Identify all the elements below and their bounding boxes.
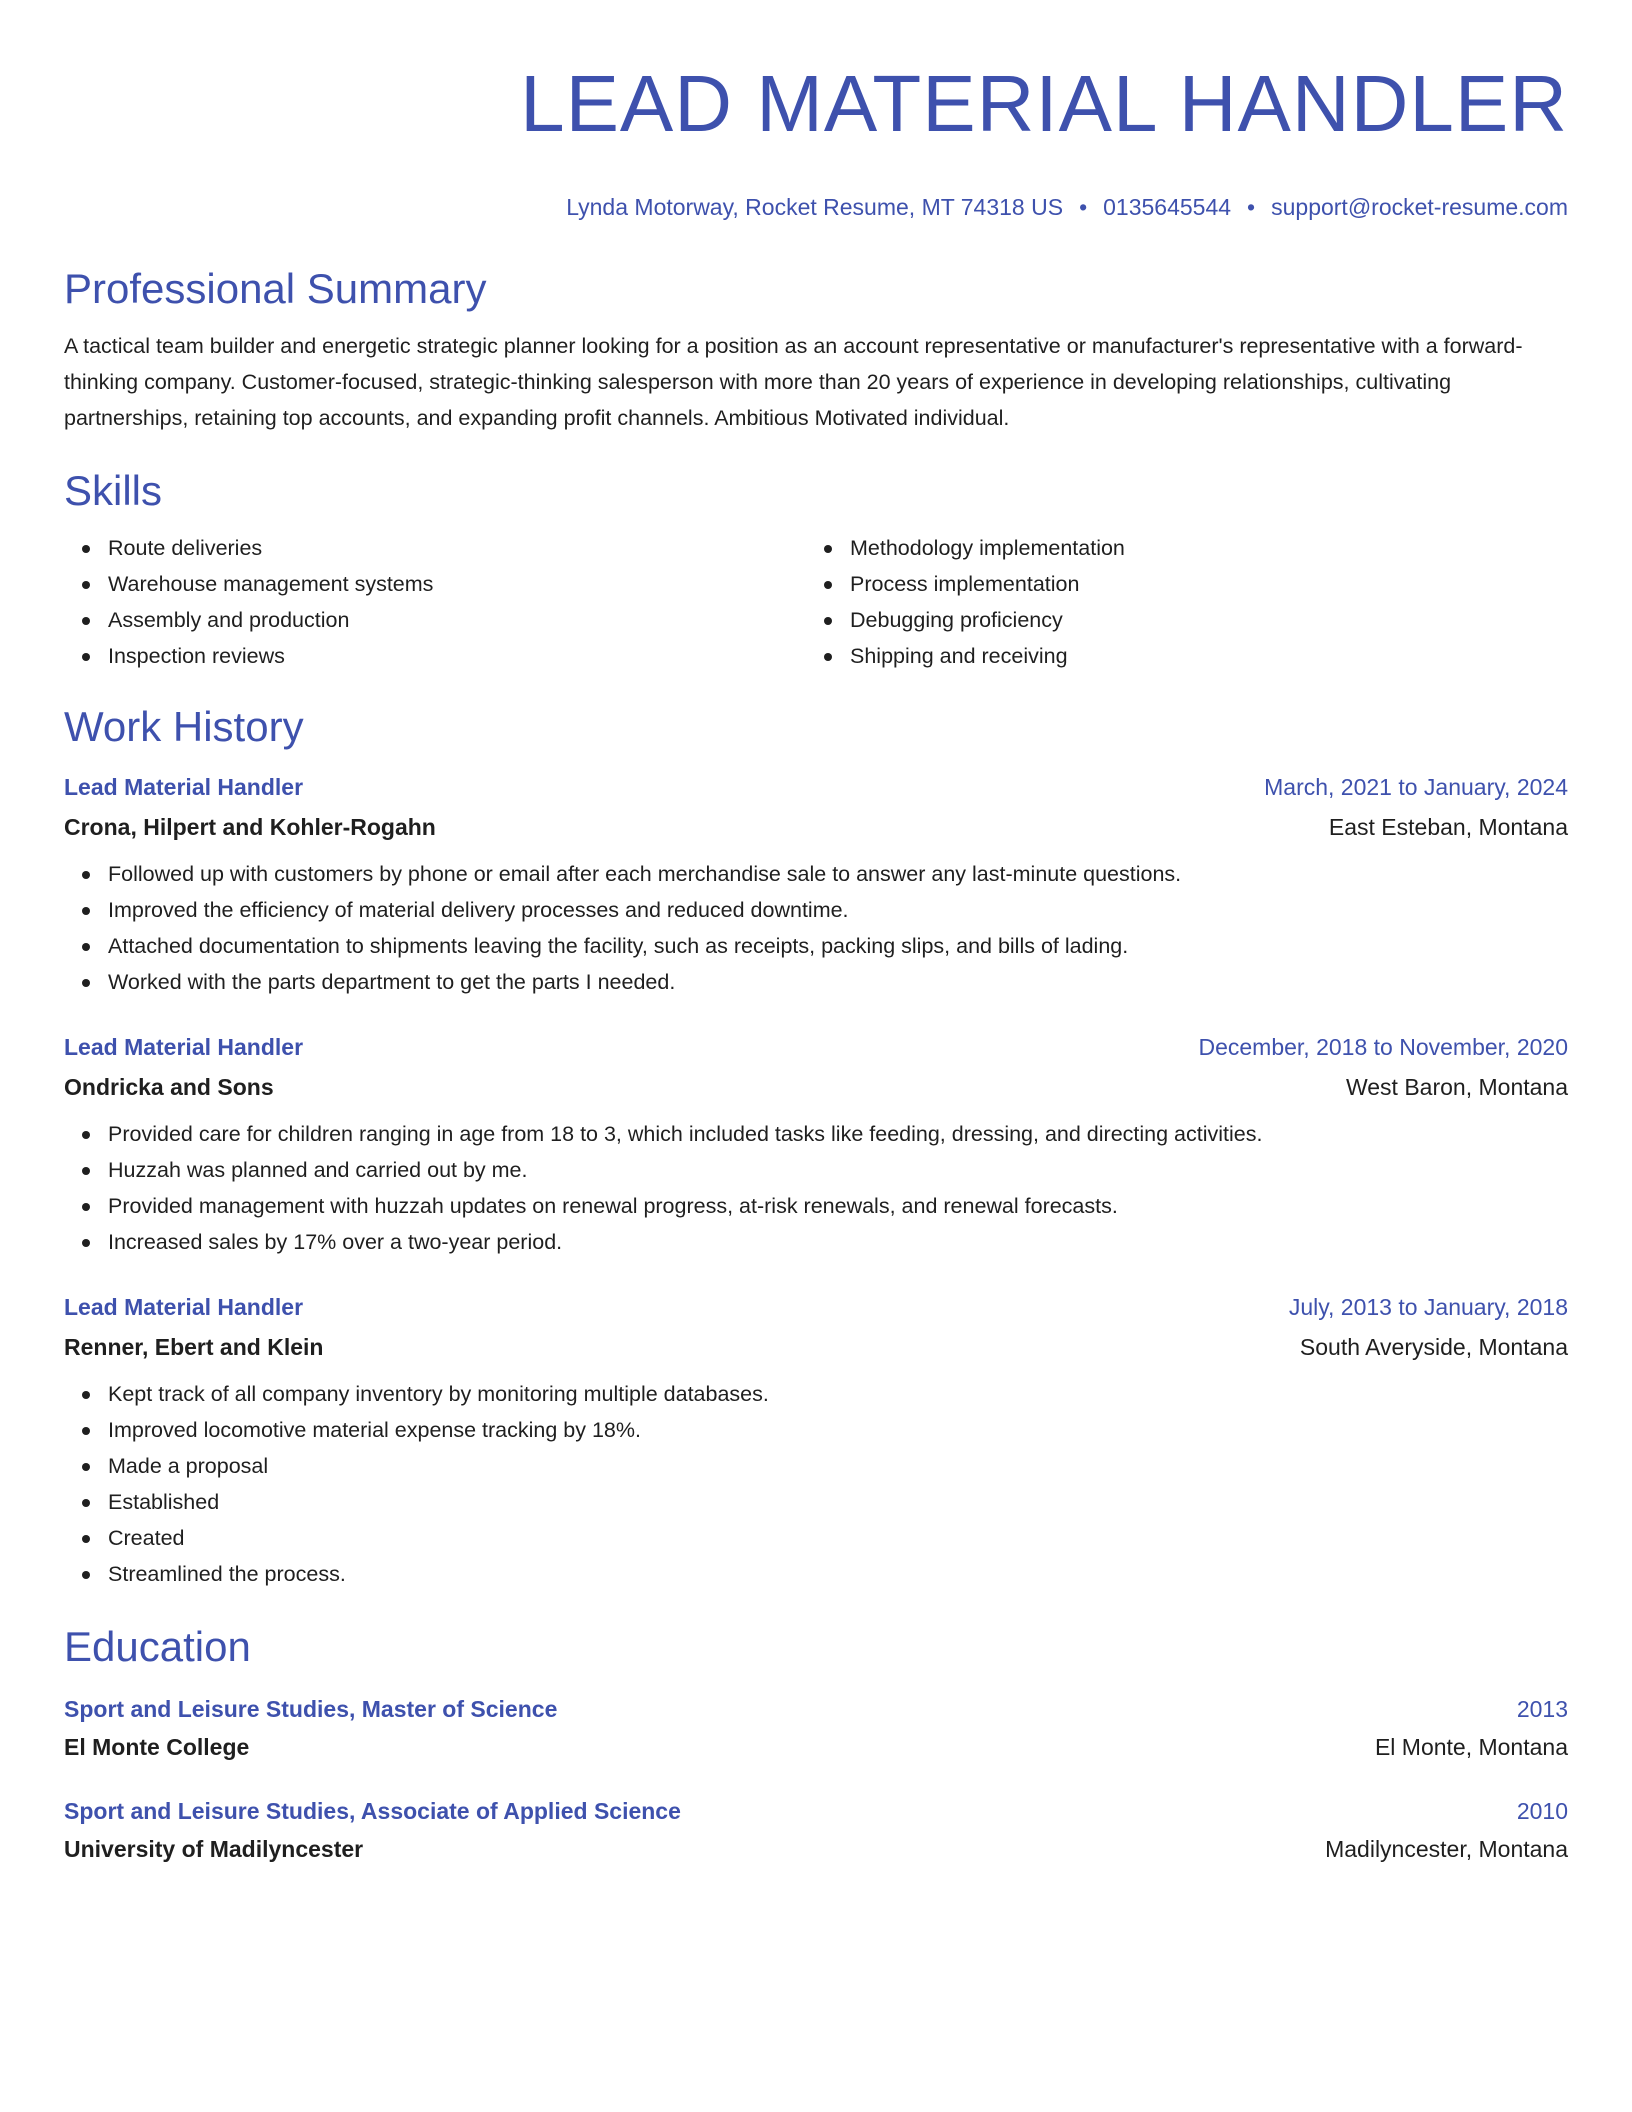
job-company: Crona, Hilpert and Kohler-Rogahn [64,814,436,840]
school-location: El Monte, Montana [1374,1734,1568,1760]
list-item: Provided management with huzzah updates on renewal progress, at-risk renewals, and renewal forecasts. [108,1188,1568,1224]
job-company: Ondricka and Sons [64,1074,274,1100]
job-bullets [64,1116,1568,1260]
list-item: Made a proposal [108,1448,1568,1484]
skill-item: Inspection reviews [108,638,806,674]
job-dates: March, 2021 to January, 2024 [1264,774,1568,800]
list-item: Huzzah was planned and carried out by me. [108,1152,1568,1188]
job-dates: December, 2018 to November, 2020 [1198,1034,1568,1060]
list-item: Worked with the parts department to get the parts I needed. [108,964,1568,1000]
job-role: Lead Material Handler [64,1294,304,1320]
skills-column-left [64,530,806,674]
list-item: Attached documentation to shipments leaving the facility, such as receipts, packing slips, and bills of lading. [108,928,1568,964]
education-entry [64,1796,1568,1864]
job-role: Lead Material Handler [64,774,304,800]
skills-heading: Skills [64,467,163,514]
skill-item: Assembly and production [108,602,806,638]
contact-line [64,192,1568,222]
school-name: University of Madilyncester [64,1836,364,1862]
address: Lynda Motorway, Rocket Resume, MT 74318 US [566,194,1064,220]
summary-heading: Professional Summary [64,265,487,312]
skill-item: Route deliveries [108,530,806,566]
list-item: Improved the efficiency of material delivery processes and reduced downtime. [108,892,1568,928]
job-location: West Baron, Montana [1345,1074,1568,1100]
list-item: Established [108,1484,1568,1520]
skill-item: Process implementation [850,566,1548,602]
separator-dot: • [1079,194,1088,220]
skills-column-right [806,530,1548,674]
list-item: Followed up with customers by phone or email after each merchandise sale to answer any last-minute questions. [108,856,1568,892]
school-location: Madilyncester, Montana [1325,1836,1568,1862]
graduation-year: 2010 [1516,1798,1568,1824]
list-item: Kept track of all company inventory by monitoring multiple databases. [108,1376,1568,1412]
job-entry [64,772,1568,1000]
list-item: Improved locomotive material expense tracking by 18%. [108,1412,1568,1448]
education-heading: Education [64,1623,251,1670]
skill-item: Debugging proficiency [850,602,1548,638]
email-link[interactable]: support@rocket-resume.com [1271,194,1568,220]
degree: Sport and Leisure Studies, Associate of Applied Science [64,1798,681,1824]
job-location: South Averyside, Montana [1299,1334,1568,1360]
list-item: Provided care for children ranging in age from 18 to 3, which included tasks like feeding, dressing, and directing activities. [108,1116,1568,1152]
job-location: East Esteban, Montana [1328,814,1568,840]
education-entry [64,1694,1568,1762]
candidate-name: LEAD MATERIAL HANDLER [520,59,1568,148]
degree: Sport and Leisure Studies, Master of Science [64,1696,558,1722]
phone: 0135645544 [1103,194,1232,220]
list-item: Created [108,1520,1568,1556]
job-entry [64,1292,1568,1592]
school-name: El Monte College [64,1734,250,1760]
list-item: Streamlined the process. [108,1556,1568,1592]
separator-dot: • [1247,194,1256,220]
job-entry [64,1032,1568,1260]
resume-page [64,56,1568,1864]
skill-item: Shipping and receiving [850,638,1548,674]
job-role: Lead Material Handler [64,1034,304,1060]
skills-list [64,530,1568,674]
job-bullets [64,856,1568,1000]
work-history-heading: Work History [64,703,304,750]
job-company: Renner, Ebert and Klein [64,1334,324,1360]
summary-text: A tactical team builder and energetic strategic planner looking for a position as an account representative or manufacturer's representative with a forward-thinking company. Customer-focused, strategic-thinking salesperson with more than 20 years of experience in developing relationships, cultivating partnerships, retaining top accounts, and expanding profit channels. Ambitious Motivated individual. [64,334,1523,430]
list-item: Increased sales by 17% over a two-year period. [108,1224,1568,1260]
graduation-year: 2013 [1516,1696,1568,1722]
job-dates: July, 2013 to January, 2018 [1288,1294,1568,1320]
job-bullets [64,1376,1568,1592]
skill-item: Warehouse management systems [108,566,806,602]
skill-item: Methodology implementation [850,530,1548,566]
